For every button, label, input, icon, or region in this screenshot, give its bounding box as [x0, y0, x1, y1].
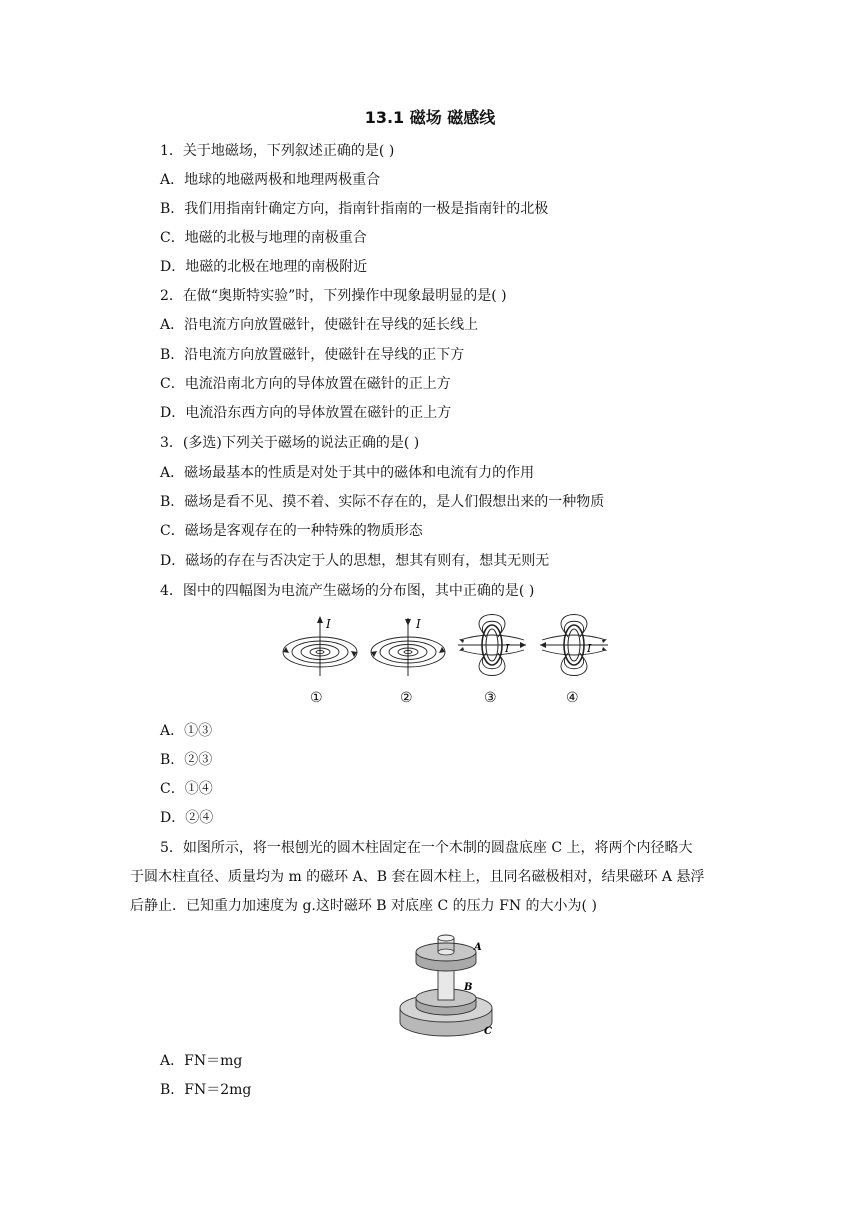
- page-title: 13.1 磁场 磁感线: [364, 108, 496, 127]
- figure-label-1: ①: [310, 690, 323, 706]
- figure-4-loop-current: [538, 612, 610, 678]
- q5-stem-line-1: 5．如图所示，将一根刨光的圆木柱固定在一个木制的圆盘底座 C 上，将两个内径略大: [160, 840, 693, 856]
- q4-option-b: B．②③: [160, 752, 213, 768]
- figure-5-label-c: C: [484, 1026, 492, 1037]
- figure-5-magnet-rings: [392, 930, 500, 1042]
- q3-stem: 3．(多选)下列关于磁场的说法正确的是( ): [160, 435, 420, 451]
- q3-option-b: B．磁场是看不见、摸不着、实际不存在的，是人们假想出来的一种物质: [160, 494, 605, 510]
- figure-label-2: ②: [400, 690, 413, 706]
- figure-3-loop-current: [456, 612, 528, 678]
- q1-option-c: C．地磁的北极与地理的南极重合: [160, 230, 367, 246]
- q4-option-a: A．①③: [160, 723, 213, 739]
- q3-option-c: C．磁场是客观存在的一种特殊的物质形态: [160, 523, 423, 539]
- q1-option-d: D．地磁的北极在地理的南极附近: [160, 259, 368, 275]
- q2-option-a: A．沿电流方向放置磁针，使磁针在导线的延长线上: [160, 317, 479, 333]
- q1-option-b: B．我们用指南针确定方向，指南针指南的一极是指南针的北极: [160, 201, 549, 217]
- q2-option-c: C．电流沿南北方向的导体放置在磁针的正上方: [160, 376, 451, 392]
- q2-option-d: D．电流沿东西方向的导体放置在磁针的正上方: [160, 405, 452, 421]
- q4-option-c: C．①④: [160, 781, 213, 797]
- q3-option-d: D．磁场的存在与否决定于人的思想，想其有则有，想其无则无: [160, 553, 550, 569]
- q2-option-b: B．沿电流方向放置磁针，使磁针在导线的正下方: [160, 347, 465, 363]
- q2-stem: 2．在做“奥斯特实验”时，下列操作中现象最明显的是( ): [160, 288, 507, 304]
- figure-2-straight-current: [368, 614, 448, 678]
- figure-label-4: ④: [566, 690, 579, 706]
- figure-2-current-label: I: [416, 617, 421, 631]
- q1-stem: 1．关于地磁场，下列叙述正确的是( ): [160, 143, 395, 159]
- q1-option-a: A．地球的地磁两极和地理两极重合: [160, 172, 381, 188]
- figure-1-straight-current: [280, 614, 360, 678]
- q4-option-d: D．②④: [160, 810, 214, 826]
- q5-stem-line-2: 于圆木柱直径、质量均为 m 的磁环 A、B 套在圆木柱上，且同名磁极相对，结果磁环 A 悬浮: [130, 869, 705, 885]
- figure-4-current-label: I: [587, 642, 592, 655]
- q5-option-a: A．FN＝mg: [160, 1053, 243, 1069]
- q5-stem-line-3: 后静止．已知重力加速度为 g.这时磁环 B 对底座 C 的压力 FN 的大小为( ): [130, 898, 597, 914]
- q3-option-a: A．磁场最基本的性质是对处于其中的磁体和电流有力的作用: [160, 465, 535, 481]
- figure-5-label-b: B: [464, 982, 473, 993]
- figure-label-3: ③: [484, 690, 497, 706]
- q5-option-b: B．FN＝2mg: [160, 1082, 252, 1098]
- figure-3-current-label: I: [505, 642, 510, 655]
- figure-1-current-label: I: [326, 617, 331, 631]
- q4-stem: 4．图中的四幅图为电流产生磁场的分布图，其中正确的是( ): [160, 583, 535, 599]
- figure-5-label-a: A: [474, 942, 482, 953]
